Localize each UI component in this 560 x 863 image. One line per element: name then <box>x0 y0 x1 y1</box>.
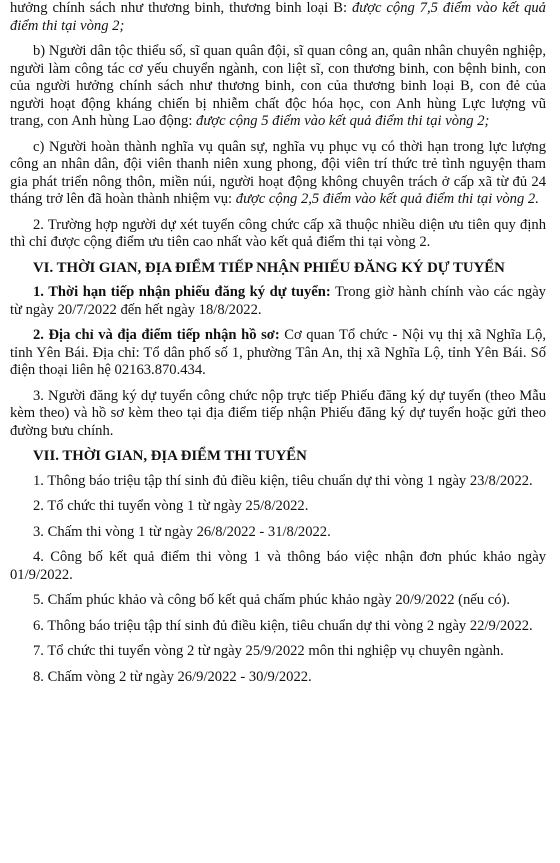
item-text: Cơ quan Tổ chức - Nội vụ thị xã Nghĩa Lộ, tỉnh Yên Bái. Địa chỉ: Tổ dân phố số 1, phường Tân An, thị xã Nghĩa Lộ, tỉnh Yên Bái. Số điện thoại liên hệ 02163.870.434. <box>10 327 546 378</box>
paragraph-c <box>10 139 546 209</box>
section-7-item: 6. Thông báo triệu tập thí sinh đủ điều kiện, tiêu chuẩn dự thi vòng 2 ngày 22/9/2022. <box>33 617 533 634</box>
paragraph-emphasis: được cộng 2,5 điểm vào kết quả điểm thi tại vòng 2. <box>235 191 539 207</box>
section-7-item: 8. Chấm vòng 2 từ ngày 26/9/2022 - 30/9/2022. <box>33 668 312 685</box>
item-label: 1. Thời hạn tiếp nhận phiếu đăng ký dự tuyển: <box>33 284 331 300</box>
section-7-item: 7. Tổ chức thi tuyển vòng 2 từ ngày 25/9/2022 môn thi nghiệp vụ chuyên ngành. <box>33 643 504 659</box>
section-7-heading: VII. THỜI GIAN, ĐỊA ĐIỂM THI TUYỂN <box>33 448 307 464</box>
section-7-item: 3. Chấm thi vòng 1 từ ngày 26/8/2022 - 31/8/2022. <box>33 523 331 540</box>
section-7-item: 4. Công bố kết quả điểm thi vòng 1 và thông báo việc nhận đơn phúc khảo ngày 01/9/2022. <box>10 549 546 583</box>
section-7-item: 1. Thông báo triệu tập thí sinh đủ điều kiện, tiêu chuẩn dự thi vòng 1 ngày 23/8/2022. <box>33 472 533 489</box>
item-text: Trong giờ hành chính vào các ngày từ ngày 20/7/2022 đến hết ngày 18/8/2022. <box>10 284 546 318</box>
paragraph-a-continued <box>10 0 546 35</box>
paragraph-text: hưởng chính sách như thương binh, thương binh loại B: <box>10 0 352 16</box>
paragraph-text: b) Người dân tộc thiểu số, sĩ quan quân đội, sĩ quan công an, quân nhân chuyên nghiệp, người làm công tác cơ yếu chuyển ngành, con liệt sĩ, con thương binh, con bệnh binh, con của người hưởng chính sách như thương binh, con của thương binh loại B, con đẻ của người hoạt động kháng chiến bị nhiễm chất độc hóa học, con Anh hùng Lực lượng vũ trang, con Anh hùng Lao động: <box>10 43 546 129</box>
paragraph-text: c) Người hoàn thành nghĩa vụ quân sự, nghĩa vụ phục vụ có thời hạn trong lực lượng công an nhân dân, đội viên thanh niên xung phong, đội viên trí thức trẻ tình nguyện tham gia phát triển nông thôn, miền núi, người hoạt động không chuyên trách ở cấp xã từ đủ 24 tháng trở lên đã hoàn thành nhiệm vụ: <box>10 138 546 207</box>
section-7-item: 5. Chấm phúc khảo và công bố kết quả chấm phúc khảo ngày 20/9/2022 (nếu có). <box>33 592 511 608</box>
section-7-item: 2. Tổ chức thi tuyển vòng 1 từ ngày 25/8/2022. <box>33 498 309 514</box>
paragraph-2: 2. Trường hợp người dự xét tuyển công chức cấp xã thuộc nhiều diện ưu tiên quy định thì chỉ được cộng điểm ưu tiên cao nhất vào kết quả điểm thi tại vòng 2. <box>10 216 546 250</box>
paragraph-b <box>10 43 546 131</box>
section-6-heading: VI. THỜI GIAN, ĐỊA ĐIỂM TIẾP NHẬN PHIẾU ĐĂNG KÝ DỰ TUYỂN <box>33 259 505 276</box>
paragraph-emphasis: được cộng 7,5 điểm vào kết quả điểm thi tại vòng 2; <box>10 0 546 34</box>
section-6-item-1 <box>10 284 546 319</box>
section-6-item-2 <box>10 327 546 380</box>
paragraph-emphasis: được cộng 5 điểm vào kết quả điểm thi tại vòng 2; <box>196 113 490 129</box>
item-label: 2. Địa chỉ và địa điểm tiếp nhận hồ sơ: <box>33 327 280 343</box>
section-6-item-3: 3. Người đăng ký dự tuyển công chức nộp trực tiếp Phiếu đăng ký dự tuyển (theo Mẫu kèm theo) và hồ sơ kèm theo tại địa điểm tiếp nhận Phiếu đăng ký dự tuyển hoặc gửi theo đường bưu chính. <box>10 387 546 439</box>
